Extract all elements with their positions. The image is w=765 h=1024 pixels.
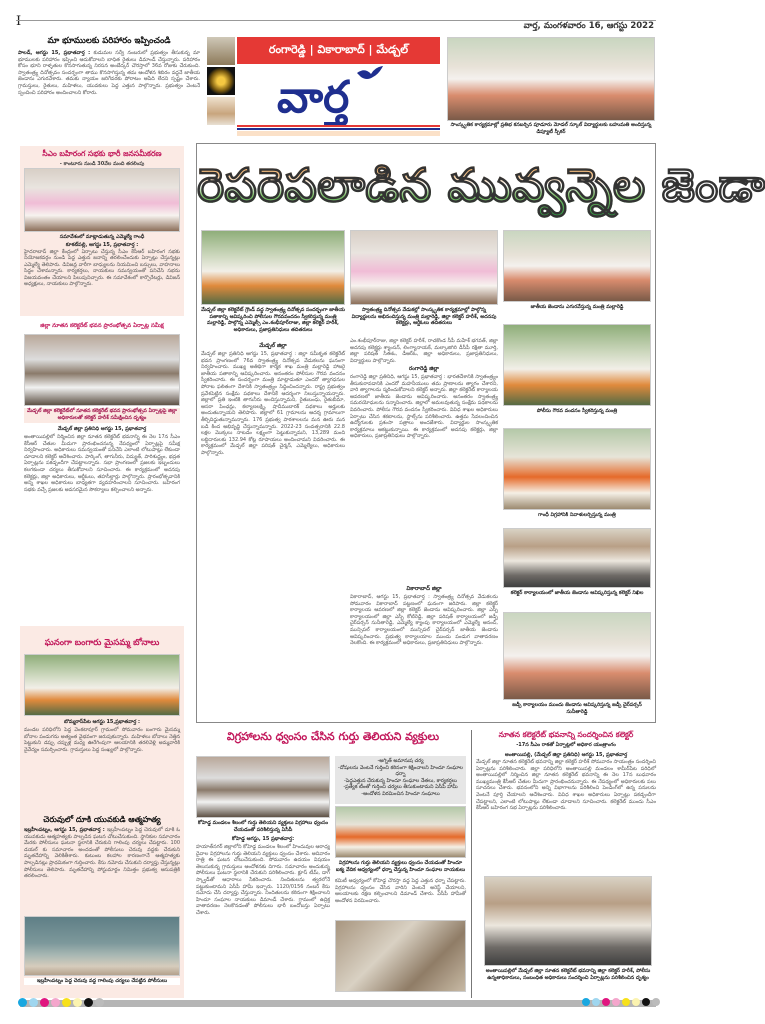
photo-lake-search — [24, 916, 180, 976]
story-cm-meeting-subhead: - కాంటూరు నుండి 30వేల మంది తరలింపు — [59, 161, 145, 167]
photo-students-award — [447, 37, 655, 121]
story-suicide-dateline: ఇబ్రహీంపట్నం, ఆగస్టు 15, ప్రభాతవార్త : — [24, 827, 105, 833]
photo-bonalu — [24, 654, 180, 716]
masthead — [207, 37, 440, 136]
story-cm-meeting-dateline: కూకట్‌పల్లి, ఆగస్టు 15, ప్రభాతవార్త : — [65, 242, 139, 248]
story-cm-meeting-caption: సమావేశంలో మాట్లాడుతున్న ఎమ్మెల్యే గాంధీ — [59, 234, 145, 240]
story-collector-visit — [476, 728, 656, 998]
lead-story — [196, 143, 765, 723]
thumb-gold — [207, 67, 235, 95]
logo: వార్త — [277, 72, 350, 123]
story-collectorate-review-dateline: మేడ్చల్ జిల్లా ప్రతినిధి ఆగస్టు 15, ప్రభాతవార్త — [57, 426, 147, 432]
top-story-headline: మా భూములకు పరిహారం ఇప్పించండి — [47, 36, 171, 46]
lead-headline: రెపరెపలాడిన మువ్వన్నెల జెండా — [197, 150, 655, 220]
story-collector-visit-headline: నూతన కలెక్టరేట్ భవనాన్ని సందర్శించిన కలెక్టర్ — [498, 730, 634, 739]
photo-meeting — [24, 168, 180, 232]
story-idols-body-2: కమిటీ ఆధ్వర్యంలో కోహెడ్డ చౌరస్తా వద్ద పెద్ద ఎత్తున ధర్నా చేపట్టారు. విగ్రహాలను ధ్వంసం చేసిన వారిని వెంటనే అరెస్ట్ చేయాలని, ఆలయాలకు రక్షణ కల్పించాలని డిమాండ్ చేశారు. ఏసీపీ హామీతో ఆందోళన విరమించారు. — [335, 878, 466, 904]
thumb-temple — [207, 37, 235, 65]
edition-banner: రంగారెడ్డి | వికారాబాద్ | మేడ్చల్ — [237, 37, 440, 64]
lead-caption-2: స్వాతంత్ర్య దినోత్సవ వేడుకల్లో సాంస్కృతిక కార్యక్రమాల్లో పాల్గొన్న విద్యార్థులను అభినందిస్తున్న మంత్రి మల్లారెడ్డి, జిల్లా కలెక్టర్ హరీశ్, అదనపు కలెక్టర్లు, ఆర్డీఓలు తదితరులు — [351, 307, 497, 326]
registration-dots-right — [582, 998, 660, 1006]
lead-caption-3: జాతీయ జెండాను ఎగురవేస్తున్న మంత్రి మల్లారెడ్డి — [530, 304, 624, 310]
story-collector-visit-caption: అంతాయిపల్లిలో మేడ్చల్ జిల్లా నూతన కలెక్టరేట్ భవనాన్ని జిల్లా కలెక్టర్ హరీశ్, పోలీసు ఉన్నతాధికారులు, సంబంధిత అధికారులు సందర్శించి ఏర్పాట్లను పరిశీలించిన దృశ్యం — [485, 968, 651, 981]
story-collector-visit-dateline: అంతాయిపల్లి, (మేడ్చల్ జిల్లా ప్రతినిధి) ఆగస్టు 15, ప్రభాతవార్త — [504, 752, 628, 758]
lead-body-2: ఎం.శంభీపూర్‌రాజు, జిల్లా కలెక్టర్ హరీశ్, రాచకొండ సీపీ మహేశ్ భగవత్, జిల్లా అదనపు కలెక్టర్లు శ్యాంసన్, లింగ్యానాయక్, మల్కాజిగిరి డీసీపీ రక్షితా మూర్తి, జిల్లా పరిషత్ సీఈఓ, డీఆర్‌ఓ, జిల్లా అధికారులు, ప్రజాప్రతినిధులు, విద్యార్థులు పాల్గొన్నారు. — [350, 338, 498, 364]
thumb-building — [207, 97, 235, 125]
lead-sub-vikarabad: వికారాబాద్ జిల్లా — [406, 586, 442, 592]
story-idols-highlights — [335, 756, 466, 804]
photo-acp-inspecting — [196, 756, 330, 818]
lead-caption-5: గాంధీ విగ్రహానికి నివాళులర్పిస్తున్న మంత్రి — [538, 512, 616, 518]
story-cm-meeting — [20, 146, 184, 316]
story-cm-meeting-headline: సీఎం బహిరంగ సభకు భారీ జనసమీకరణ — [42, 149, 162, 158]
photo-minister-flag — [503, 230, 651, 302]
logo-rule-blue — [237, 128, 440, 130]
highlight-item: -ప్రత్యేక టీంతో గుర్తించి చర్యలు తీసుకుంటామని ఏసీపీ హామీ — [343, 784, 458, 790]
highlight-item: -ఆందోళన విరమించిన హిందూ సంఘాలు — [361, 790, 440, 797]
photo-broken-idols — [335, 920, 466, 992]
lead-sub-medchal: మేడ్చల్ జిల్లా — [259, 343, 287, 349]
story-suicide-headline: చెరువులో దూకి యువకుడి ఆత్మహత్య — [43, 815, 161, 824]
top-photo-caption: సాంస్కృతిక కార్యక్రమాల్లో ప్రతిభ కనబర్చిన పూడూరు మోడల్ స్కూల్ విద్యార్థులకు బహుమతి అందిస్తున్న డిప్యూటీ స్పీకర్ — [450, 122, 652, 135]
story-bonalu — [20, 626, 184, 998]
photo-flag-hoisting-medchal — [201, 230, 345, 305]
photo-police-salute — [503, 324, 651, 406]
photo-collector-flag — [503, 528, 651, 588]
story-collectorate-review-caption: మేడ్చల్ జిల్లా కలెక్టరేట్‌లో నూతన కలెక్టరేట్ భవన ప్రారంభోత్సవ ఏర్పాట్లపై జిల్లా అధికారులతో కలెక్టర్ హరీశ్ సమీక్షించిన దృశ్యం — [24, 408, 180, 423]
story-bonalu-body: మండల పరిధిలోని పెద్ద వెంకటాపూర్ గ్రామంలో సోమవారం బంగారు మైసమ్మ బోనాల పండుగను అత్యంత వైభవంగా జరుపుకున్నారు. మహిళలు బోనాలు నెత్తిన పెట్టుకుని డప్పు చప్పుళ్ల మధ్య ఊరేగింపుగా ఆలయానికి తరలివెళ్లి అమ్మవారికి నైవేద్యం సమర్పించారు. గ్రామస్తులు పెద్ద సంఖ్యలో పాల్గొన్నారు. — [24, 727, 180, 753]
photo-cultural-students — [350, 230, 498, 305]
story-bonalu-dateline: బొమ్మరాస్‌పేట ఆగస్టు 15,ప్రభాతవార్త : — [63, 719, 141, 725]
photo-gandhi-tribute — [503, 428, 651, 510]
story-collectorate-review — [20, 322, 184, 620]
story-idols-body: హయాత్‌నగర్ జిల్లాలోని కోహెడ్డ మండలం శీలంలో హిందువుల ఆరాధ్య దైవాల విగ్రహాలను గుర్తు తెలియని వ్యక్తులు ధ్వంసం చేశారు. ఆదివారం రాత్రి ఈ ఘటన చోటుచేసుకుంది. సోమవారం ఉదయం విషయం తెలుసుకున్న గ్రామస్తులు ఆందోళనకు దిగారు. సమాచారం అందుకున్న పోలీసులు ఘటనా స్థలానికి చేరుకుని పరిశీలించారు. క్లూస్ టీమ్, డాగ్ స్క్వాడ్‌తో ఆధారాలు సేకరించారు. నిందితులను త్వరలోనే పట్టుకుంటామని ఏసీపీ హామీ ఇచ్చారు. 1120/0156 నంబర్ కేసు నమోదు చేసి దర్యాప్తు చేస్తున్నారు. నిందితులను కఠినంగా శిక్షించాలని హిందూ సంఘాల నాయకులు డిమాండ్ చేశారు. గ్రామంలో ఉద్రిక్త వాతావరణం నెలకొనడంతో పోలీసులు భారీ బందోబస్తు ఏర్పాటు చేశారు. — [196, 844, 330, 916]
photo-review-meeting — [24, 334, 180, 406]
highlight-item: -అగ్నిత్ అమానుష చర్య — [377, 758, 424, 764]
story-bonalu-headline: ఘనంగా బంగారు మైసమ్మ బోనాలు — [44, 638, 160, 648]
top-story — [18, 36, 200, 136]
lead-body-3: రంగారెడ్డి జిల్లా ప్రతినిధి, ఆగస్టు 15, ప్రభాతవార్త : భారతదేశానికి స్వాతంత్ర్యం తీసుకురావడానికి ఎందరో మహనీయులు తమ ప్రాణాలను త్యాగం చేశారని, వారి త్యాగాలను స్మరించుకోవాలని కలెక్టర్ అన్నారు. జిల్లా కలెక్టరేట్ కార్యాలయ ఆవరణలో జాతీయ జెండాను ఆవిష్కరించారు. అనంతరం స్వాతంత్ర్య సమరయోధులను సన్మానించారు. జిల్లాలో అమలవుతున్న సంక్షేమ పథకాలను వివరించారు. పోలీసు గౌరవ వందనం స్వీకరించారు. వివిధ శాఖల అధికారులు ఏర్పాటు చేసిన శకటాలను, స్టాల్స్‌ను పరిశీలించారు. ఉత్తమ సేవలందించిన ఉద్యోగులకు ప్రశంసా పత్రాలు అందజేశారు. విద్యార్థుల సాంస్కృతిక కార్యక్రమాలు ఆకట్టుకున్నాయి. ఈ కార్యక్రమంలో అదనపు కలెక్టర్లు, జిల్లా అధికారులు, ప్రజాప్రతినిధులు పాల్గొన్నారు. — [350, 374, 498, 440]
lead-caption-7: జడ్పీ కార్యాలయం ముందు జెండాను ఆవిష్కరిస్తున్న జడ్పీ చైర్‌పర్సన్ సునీతారెడ్డి — [512, 702, 642, 715]
header-dateline: వార్త, మంగళవారం 16, ఆగస్టు 2022 — [523, 21, 654, 31]
photo-zp-flag — [503, 612, 651, 700]
lead-body-1: మేడ్చల్ జిల్లా ప్రతినిధి ఆగస్టు 15, ప్రభాతవార్త : జిల్లా సమీకృత కలెక్టరేట్ భవన ప్రాంగణంలో 76వ స్వాతంత్ర్య దినోత్సవ వేడుకలను ఘనంగా నిర్వహించారు. ముఖ్య అతిథిగా కార్మిక శాఖ మంత్రి మల్లారెడ్డి హాజరై జాతీయ పతాకాన్ని ఆవిష్కరించారు. అనంతరం పోలీసుల గౌరవ వందనం స్వీకరించారు. ఈ సందర్భంగా మంత్రి మాట్లాడుతూ ఎందరో త్యాగధనుల పోరాట ఫలితంగా దేశానికి స్వాతంత్ర్యం సిద్ధించిందన్నారు. రాష్ట్ర ప్రభుత్వం ప్రవేశపెట్టిన సంక్షేమ పథకాలు దేశానికే ఆదర్శంగా నిలుస్తున్నాయన్నారు. జిల్లాలో ప్రతి ఇంటికి తాగునీరు అందిస్తున్నామని, రైతుబంధు, రైతుబీమా, ఆసరా పింఛన్లు, కల్యాణలక్ష్మి, షాదీముబారక్ పథకాలు అర్హులకు అందుతున్నాయని తెలిపారు. జిల్లాలో 61 గ్రామాలను ఆదర్శ గ్రామాలుగా తీర్చిదిద్దుతున్నామన్నారు. 176 ప్రభుత్వ పాఠశాలలను మన ఊరు మన బడి కింద అభివృద్ధి చేస్తున్నామన్నారు. 2022-23 సంవత్సరానికి 22.8 లక్షల మొక్కలు నాటడం లక్ష్యంగా పెట్టుకున్నామని, 13,289 మంది లబ్ధిదారులకు 132.94 కోట్ల రూపాయలు అందించామని వివరించారు. ఈ కార్యక్రమంలో మేడ్చల్ జిల్లా పరిషత్ చైర్మన్, ఎమ్మెల్యేలు, అధికారులు పాల్గొన్నారు. — [201, 351, 345, 456]
story-idols-caption-2: విగ్రహాలను గుర్తు తెలియని వ్యక్తులు ధ్వంసం చేయడంతో హిందూ ఐక్య వేదిక ఆధ్వర్యంలో ధర్నా చేస్తున్న హిందూ సంఘాల నాయకులు — [335, 860, 466, 873]
story-idols-vandalised — [196, 726, 470, 1000]
highlight-item: -పెద్దఎత్తున చేరుకున్న హిందూ సంఘాల నేతలు, కార్యకర్తలు — [343, 777, 458, 784]
page-marker: I — [16, 14, 22, 29]
story-collector-visit-subhead: -17న సీఎం రాకతో ఏర్పాట్లలో అధికార యంత్రాంగం — [516, 742, 616, 748]
lead-caption-1: మేడ్చల్ జిల్లా కలెక్టరేట్ గ్రౌండ్ వద్ద స్వాతంత్ర్య దినోత్సవ సందర్భంగా జాతీయ పతాకాన్ని ఆవిష్కరించి పోలీసుల గౌరవవందనం స్వీకరిస్తున్న మంత్రి మల్లారెడ్డి, పాల్గొన్న ఎమ్మెల్సీ ఎం.శంభీపూర్‌రాజు, జిల్లా కలెక్టర్ హరీశ్, అధికారులు, ప్రజాప్రతినిధులు తదితరులు — [201, 307, 345, 333]
story-suicide-caption: ఇబ్రహీంపట్నం పెద్ద చెరువు వద్ద గాలింపు చర్యలు చేపట్టిన పోలీసులు — [24, 978, 180, 985]
logo-rule-red — [237, 125, 440, 127]
story-collectorate-review-headline: జిల్లా నూతన కలెక్టరేట్ భవన ప్రారంభోత్సవ ఏర్పాట్ల సమీక్ష — [40, 323, 164, 329]
story-collectorate-review-body: అంతాయిపల్లిలో నిర్మించిన జిల్లా నూతన కలెక్టరేట్ భవనాన్ని ఈ నెల 17న సీఎం కేసీఆర్ చేతుల మీదుగా ప్రారంభించనున్న నేపథ్యంలో ఏర్పాట్లపై సమీక్ష నిర్వహించారు. అధికారులు సమన్వయంతో పనిచేసి ఎలాంటి లోటుపాట్లు లేకుండా చూడాలని కలెక్టర్ ఆదేశించారు. పార్కింగ్, తాగునీరు, విద్యుత్, పారిశుద్ధ్యం, భద్రత ఏర్పాట్లను పకడ్బందీగా చేపట్టాలన్నారు. సభా ప్రాంగణంలో ప్రజలకు ఇబ్బందులు కలగకుండా చర్యలు తీసుకోవాలని సూచించారు. ఈ కార్యక్రమంలో అదనపు కలెక్టర్లు, జిల్లా అధికారులు, ఆర్డీఓలు, తహసీల్దార్లు పాల్గొన్నారు. ప్రారంభోత్సవానికి అన్ని శాఖల అధికారులు బాధ్యతగా వ్యవహరించాలని సూచించారు. బహిరంగ సభకు వచ్చే ప్రజలకు అవసరమైన సౌకర్యాలు కల్పించాలని అన్నారు. — [24, 434, 180, 493]
story-suicide-body: ఇబ్రహీంపట్నం పెద్ద చెరువులో దూకి ఓ యువకుడు ఆత్మహత్యకు పాల్పడిన ఘటన చోటుచేసుకుంది. స్థానికుల సమాచారం మేరకు పోలీసులు ఘటనా స్థలానికి చేరుకుని గాలింపు చర్యలు చేపట్టారు. 100 డయల్ కు సమాచారం అందడంతో పోలీసులు చెరువు వద్దకు చేరుకుని మృతదేహాన్ని వెలికితీశారు. కుటుంబ కలహాల కారణంగానే ఆత్మహత్యకు పాల్పడినట్లు ప్రాథమికంగా గుర్తించారు. కేసు నమోదు చేసుకుని దర్యాప్తు చేస్తున్నట్లు పోలీసులు తెలిపారు. మృతదేహాన్ని పోస్టుమార్టం నిమిత్తం ప్రభుత్వ ఆసుపత్రికి తరలించారు. — [24, 827, 180, 880]
lead-sub-rangareddy: రంగారెడ్డి జిల్లా — [408, 366, 440, 372]
lead-caption-6: కలెక్టర్ కార్యాలయంలో జాతీయ జెండాను ఆవిష్కరిస్తున్న కలెక్టర్ నిఖిల — [510, 590, 644, 596]
story-idols-headline: విగ్రహాలను ధ్వంసం చేసిన గుర్తు తెలియని వ్యక్తులు — [226, 730, 440, 743]
top-story-dateline: పాలడ్, ఆగస్టు 15, ప్రభాతవార్త : — [18, 50, 91, 56]
story-collector-visit-body: మేడ్చల్ జిల్లా నూతన కలెక్టరేట్ భవనాన్ని జిల్లా కలెక్టర్ హరీశ్ సోమవారం సాయంత్రం సందర్శించి ఏర్పాట్లను పరిశీలించారు. జిల్లా పరిధిలోని అంతాయిపల్లి మండలం శామీర్‌పేట పరిధిలో అంతాయిపల్లిలో నిర్మించిన జిల్లా నూతన కలెక్టరేట్ భవనాన్ని ఈ నెల 17న బుధవారం ముఖ్యమంత్రి కేసీఆర్ చేతుల మీదుగా ప్రారంభించనున్నారు. ఈ నేపథ్యంలో అధికారులకు పలు సూచనలు చేశారు. భవనంలోని అన్ని విభాగాలను పరిశీలించి పెండింగ్‌లో ఉన్న పనులను వెంటనే పూర్తి చేయాలని ఆదేశించారు. వివిధ శాఖల అధికారులు ఏర్పాట్లు పకడ్బందీగా చేపట్టాలని, ఎలాంటి లోటుపాట్లు లేకుండా చూడాలని సూచించారు. కలెక్టరేట్ ముందు సీఎం కేసీఆర్ బహిరంగ సభ ఏర్పాట్లను పరిశీలించారు. — [476, 759, 656, 812]
story-cm-meeting-body: హైదరాబాద్ జిల్లా కేంద్రంలో ఏర్పాటు చేస్తున్న సీఎం కేసీఆర్ బహిరంగ సభకు నియోజకవర్గం నుండి పెద్ద ఎత్తున జనాన్ని తరలించేందుకు ఏర్పాట్లు చేస్తున్నట్లు ఎమ్మెల్యే తెలిపారు. డివిజన్ల వారీగా బాధ్యులను నియమించి బస్సులు, వాహనాలు సిద్ధం చేశామన్నారు. కార్యకర్తలు, నాయకులు సమన్వయంతో పనిచేసి సభను విజయవంతం చేయాలని పిలుపునిచ్చారు. ఈ సమావేశంలో కార్పొరేటర్లు, డివిజన్ అధ్యక్షులు, నాయకులు పాల్గొన్నారు. — [24, 248, 180, 288]
story-idols-dateline: కోహెడ్డ ఆగస్టు, 15 ప్రభాతవార్త: — [231, 836, 295, 842]
print-color-bar — [20, 1000, 656, 1007]
photo-collectorate-visit — [484, 876, 652, 966]
column-divider — [471, 730, 472, 998]
top-story-body: కుడుమల సర్వే నంబరులో ప్రభుత్వం తీసుకున్న మా భూములకు పరిహారం ఇప్పించి ఆదుకోవాలని బాధిత రైతులు డిమాండ్ చేస్తున్నారు. పరిహారం కోసం భూని రాళ్ళతుల కొనసాగుతున్న నిరసన అంబేద్కర్ చౌరస్తాలో 36వ రోజుకు చేరుకుంది. స్వాతంత్ర్య దినోత్సవం సందర్భంగా తాము కొనసాగిస్తున్న తమ ఆందోళన శిబిరం వద్దనే జాతీయ జెండాను ఎగురవేశారు. తమకు న్యాయం జరిగేవరకు పోరాటం ఆపేది లేదని స్పష్టం చేశారు. గ్రామస్తులు, రైతులు, మహిళలు, యువకులు పెద్ద ఎత్తున పాల్గొన్నారు. ప్రభుత్వం వెంటనే స్పందించి పరిహారం అందించాలని కోరారు. — [18, 50, 201, 96]
photo-protest-dharna — [335, 806, 466, 858]
registration-dots-left — [18, 998, 104, 1007]
story-idols-caption-1: కోహెడ్డ మండలం శీలంలో గుర్తు తెలియని వ్యక్తులు విగ్రహాలు ధ్వంసం చేయడంతో పరిశీలిస్తున్న ఏసీపీ — [197, 820, 329, 833]
highlight-item: -దోషులను వెంటనే గుర్తించి కఠినంగా శిక్షించాలని హిందూ సంఘాల ధర్నా — [338, 764, 463, 777]
dove-icon — [355, 65, 385, 83]
lead-caption-4: పోలీసు గౌరవ వందనం స్వీకరిస్తున్న మంత్రి — [536, 408, 618, 414]
lead-body-4: వికారాబాద్, ఆగస్టు 15, ప్రభాతవార్త : స్వాతంత్ర్య దినోత్సవ వేడుకలను సోమవారం వికారాబాద్ పట్టణంలో ఘనంగా జరిపారు. జిల్లా కలెక్టర్ కార్యాలయ ఆవరణలో జిల్లా కలెక్టర్ జెండాను ఆవిష్కరించారు. జిల్లా ఎస్పీ కార్యాలయంలో జిల్లా ఎస్పీ కోటిరెడ్డి, జిల్లా పరిషత్ కార్యాలయంలో జడ్పీ చైర్‌పర్సన్ సునీతారెడ్డి, ఎమ్మెల్యే క్యాంపు కార్యాలయంలో ఎమ్మెల్యే ఆనంద్, మున్సిపల్ కార్యాలయంలో మున్సిపల్ చైర్‌పర్సన్ జాతీయ జెండాను ఆవిష్కరించారు. ప్రభుత్వ కార్యాలయాల ముందు పండుగ వాతావరణం నెలకొంది. ఈ కార్యక్రమంలో అధికారులు, ప్రజాప్రతినిధులు పాల్గొన్నారు. — [350, 594, 498, 647]
